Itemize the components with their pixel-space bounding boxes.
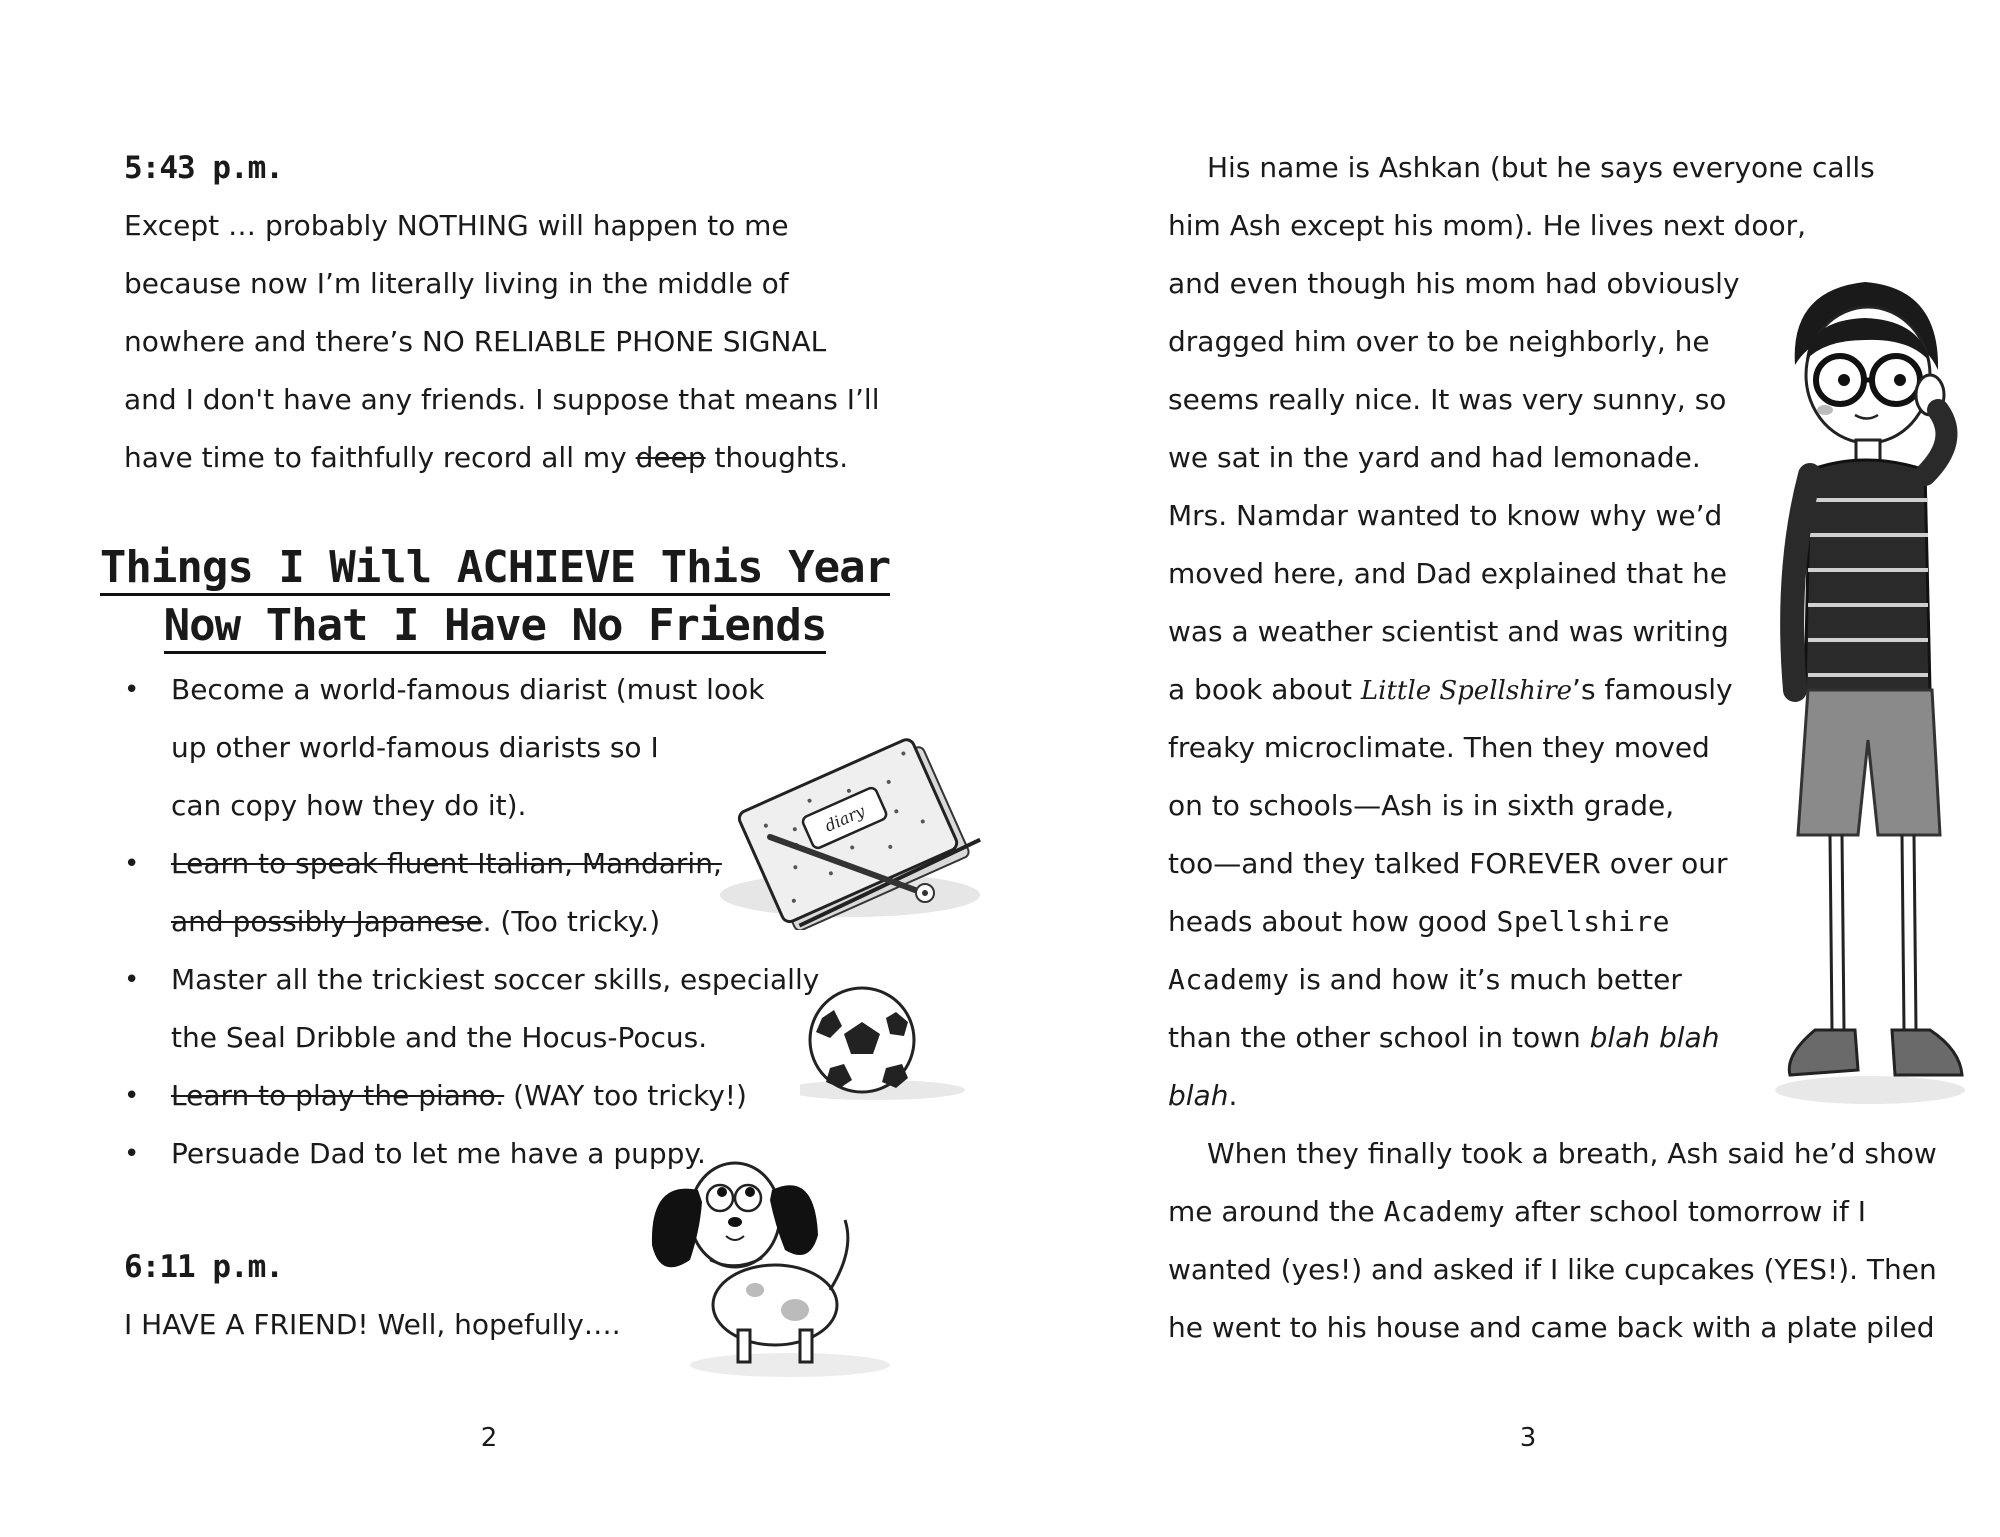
text-line bbox=[1168, 661, 1733, 719]
list-item-line: Master all the trickiest soccer skills, especially bbox=[171, 963, 820, 996]
text-segment: me around the bbox=[1168, 1195, 1384, 1228]
italic-text: blah bbox=[1168, 1079, 1229, 1112]
text-segment: have time to faithfully record all my bbox=[124, 441, 636, 474]
town-name: Little Spellshire bbox=[1360, 676, 1573, 706]
struck-text: and possibly Japanese bbox=[171, 905, 483, 938]
text-line: Except … probably NOTHING will happen to me bbox=[124, 209, 789, 242]
right-page bbox=[1000, 0, 2000, 1537]
diary-illustration bbox=[700, 715, 990, 930]
bullet: • bbox=[124, 849, 140, 879]
text-segment: (WAY too tricky!) bbox=[504, 1079, 747, 1112]
time-heading-1: 5:43 p.m. bbox=[124, 150, 283, 186]
text-segment: . (Too tricky.) bbox=[482, 905, 661, 938]
text-line: I HAVE A FRIEND! Well, hopefully…. bbox=[124, 1308, 621, 1341]
text-line: His name is Ashkan (but he says everyone calls bbox=[1207, 151, 1875, 184]
text-segment: thoughts. bbox=[705, 441, 849, 474]
text-line: wanted (yes!) and asked if I like cupcakes (YES!). Then bbox=[1168, 1253, 1937, 1286]
text-line: and even though his mom had obviously bbox=[1168, 267, 1740, 300]
text-line: Mrs. Namdar wanted to know why we’d bbox=[1168, 499, 1723, 532]
diary-label: diary bbox=[821, 801, 868, 836]
page-number: 3 bbox=[1519, 1423, 1537, 1453]
struck-text: Learn to play the piano. bbox=[171, 1079, 505, 1112]
school-name: Academy bbox=[1168, 963, 1290, 996]
list-item-line: up other world-famous diarists so I bbox=[171, 731, 659, 764]
soccer-ball-illustration bbox=[800, 982, 980, 1107]
bullet: • bbox=[124, 1139, 140, 1169]
page-number: 2 bbox=[480, 1423, 498, 1453]
text-segment: after school tomorrow if I bbox=[1505, 1195, 1866, 1228]
text-segment: a book about bbox=[1168, 673, 1361, 706]
text-line: dragged him over to be neighborly, he bbox=[1168, 325, 1710, 358]
text-line: on to schools—Ash is in sixth grade, bbox=[1168, 789, 1675, 822]
text-line: When they finally took a breath, Ash said he’d show bbox=[1207, 1137, 1937, 1170]
text-line: him Ash except his mom). He lives next door, bbox=[1168, 209, 1806, 242]
puppy-illustration bbox=[640, 1140, 910, 1385]
text-line bbox=[1168, 893, 1670, 951]
text-segment: heads about how good bbox=[1168, 905, 1497, 938]
boy-illustration bbox=[1770, 270, 1970, 1110]
bullet: • bbox=[124, 1081, 140, 1111]
list-title-line-2: Now That I Have No Friends bbox=[0, 597, 990, 655]
bullet: • bbox=[124, 965, 140, 995]
text-line: too—and they talked FOREVER over our bbox=[1168, 847, 1728, 880]
text-line bbox=[1168, 1009, 1719, 1067]
italic-text: blah blah bbox=[1589, 1021, 1720, 1054]
school-name: Spellshire bbox=[1496, 905, 1671, 938]
text-line: because now I’m literally living in the middle of bbox=[124, 267, 789, 300]
text-segment: . bbox=[1228, 1079, 1238, 1112]
text-line: and I don't have any friends. I suppose that means I’ll bbox=[124, 383, 880, 416]
text-segment: ’s famously bbox=[1572, 673, 1733, 706]
text-segment: than the other school in town bbox=[1168, 1021, 1590, 1054]
struck-list-item-line: Learn to speak fluent Italian, Mandarin, bbox=[171, 847, 722, 880]
text-line: he went to his house and came back with a plate piled bbox=[1168, 1311, 1935, 1344]
text-line bbox=[1168, 1067, 1237, 1125]
list-item-line: Persuade Dad to let me have a puppy. bbox=[171, 1137, 706, 1170]
text-line: moved here, and Dad explained that he bbox=[1168, 557, 1727, 590]
bullet: • bbox=[124, 675, 140, 705]
text-line: was a weather scientist and was writing bbox=[1168, 615, 1729, 648]
school-name: Academy bbox=[1383, 1195, 1506, 1228]
text-line: seems really nice. It was very sunny, so bbox=[1168, 383, 1727, 416]
list-item-line bbox=[171, 893, 660, 951]
text-line bbox=[124, 429, 848, 487]
text-line bbox=[1168, 951, 1682, 1009]
list-item-line: the Seal Dribble and the Hocus-Pocus. bbox=[171, 1021, 708, 1054]
list-title-line-1: Things I Will ACHIEVE This Year bbox=[0, 539, 990, 597]
text-line: we sat in the yard and had lemonade. bbox=[1168, 441, 1701, 474]
text-segment: is and how it’s much better bbox=[1289, 963, 1682, 996]
struck-word: deep bbox=[635, 441, 706, 474]
text-line: nowhere and there’s NO RELIABLE PHONE SIGNAL bbox=[124, 325, 827, 358]
list-item-line: can copy how they do it). bbox=[171, 789, 527, 822]
text-line bbox=[1168, 1183, 1866, 1241]
list-item-line: Become a world-famous diarist (must look bbox=[171, 673, 765, 706]
list-item-line bbox=[171, 1067, 747, 1125]
time-heading-2: 6:11 p.m. bbox=[124, 1249, 283, 1285]
text-line: freaky microclimate. Then they moved bbox=[1168, 731, 1710, 764]
